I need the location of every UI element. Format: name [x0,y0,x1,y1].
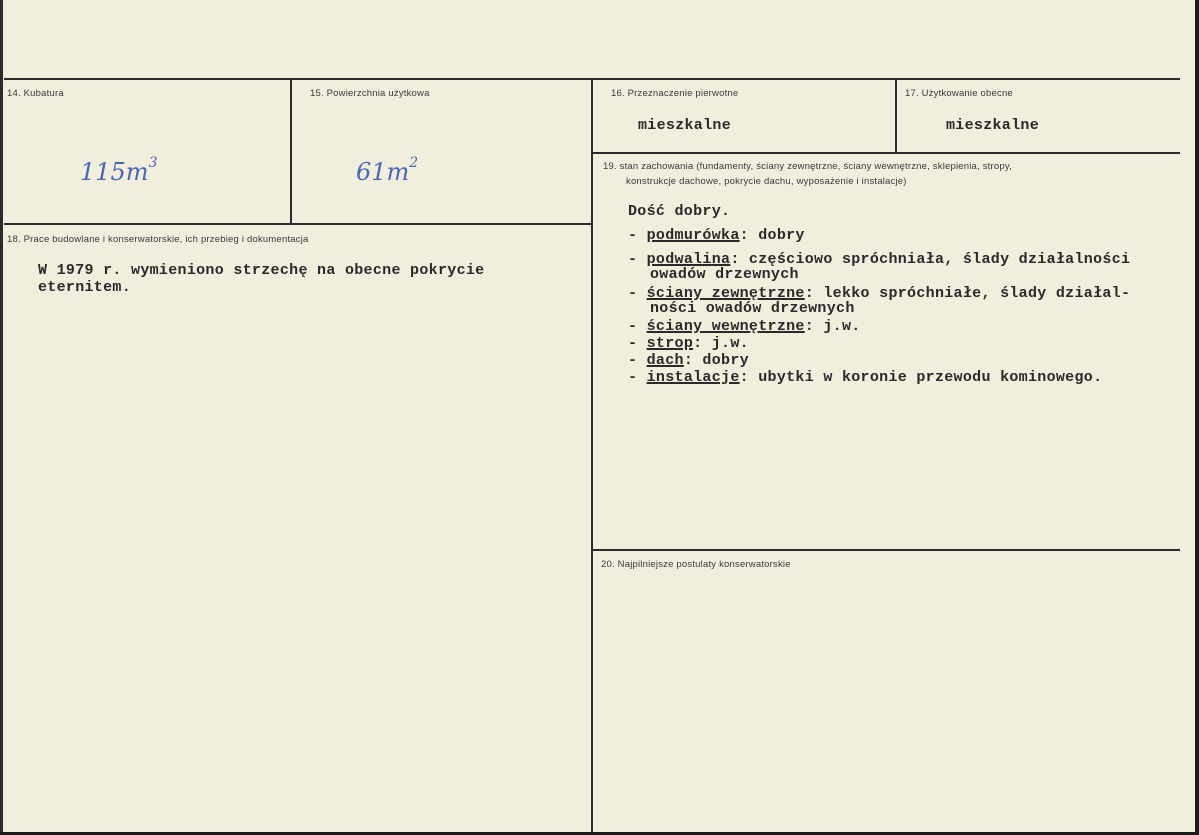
item-term: dach [646,352,684,369]
field-16-label: 16. Przeznaczenie pierwotne [611,88,739,99]
field-15-value-sup: 2 [409,155,419,171]
field-19-intro: Dość dobry. [628,203,731,220]
item-dash: - [628,227,647,244]
item-rest: : j.w. [804,318,861,335]
condition-item [628,318,861,335]
field-17-label: 17. Użytkowanie obecne [905,88,1013,99]
item-dash: - [628,352,647,369]
item-term: strop [646,335,694,352]
item-rest: : częściowo spróchniała, ślady działalności [730,251,1131,268]
rule-below-14-15 [4,223,593,225]
divider-main [591,79,593,835]
edge-right [1195,0,1199,835]
item-dash: - [628,251,647,268]
divider-16-17 [895,79,897,153]
item-term: ściany wewnętrzne [646,318,805,335]
item-term: podwalina [646,251,731,268]
field-19-label-line-1: 19. stan zachowania (fundamenty, ściany zewnętrzne, ściany wewnętrzne, sklepienia, stropy, [603,161,1012,172]
field-14-value [80,155,158,186]
condition-item [628,227,805,244]
rule-below-16-17 [593,152,1180,154]
field-18-label: 18. Prace budowlane i konserwatorskie, ich przebieg i dokumentacja [7,234,309,245]
rule-above-20 [593,549,1180,551]
item-rest: : j.w. [693,335,749,352]
item-dash: - [628,335,647,352]
condition-item [628,369,1102,386]
item-term: podmurówka [646,227,740,244]
condition-item [628,352,749,369]
divider-14-15 [290,79,292,224]
condition-item [628,335,749,352]
item-rest: : lekko spróchniałe, ślady działal- [804,285,1131,302]
item-rest: : ubytki w koronie przewodu kominowego. [739,369,1103,386]
item-dash: - [628,285,647,302]
item-term: instalacje [646,369,740,386]
field-14-value-sup: 3 [148,155,158,171]
item-rest: : dobry [739,227,805,244]
field-16-value: mieszkalne [638,117,732,134]
condition-item-continuation: owadów drzewnych [650,266,799,283]
edge-left [0,0,3,835]
field-18-line-1: W 1979 r. wymieniono strzechę na obecne pokrycie [38,262,485,279]
field-14-label: 14. Kubatura [7,88,64,99]
item-term: ściany zewnętrzne [646,285,805,302]
condition-item-continuation: ności owadów drzewnych [650,300,855,317]
field-19-label-line-2: konstrukcje dachowe, pokrycie dachu, wyposażenie i instalacje) [626,176,907,187]
item-rest: : dobry [683,352,749,369]
field-15-label: 15. Powierzchnia użytkowa [310,88,430,99]
item-dash: - [628,369,647,386]
field-18-line-2: eternitem. [38,279,132,296]
field-15-value [356,155,419,186]
field-20-label: 20. Najpilniejsze postulaty konserwatorskie [601,559,791,570]
field-15-value-main: 61m [356,158,410,186]
item-dash: - [628,318,647,335]
field-14-value-main: 115m [80,158,149,186]
field-17-value: mieszkalne [946,117,1040,134]
